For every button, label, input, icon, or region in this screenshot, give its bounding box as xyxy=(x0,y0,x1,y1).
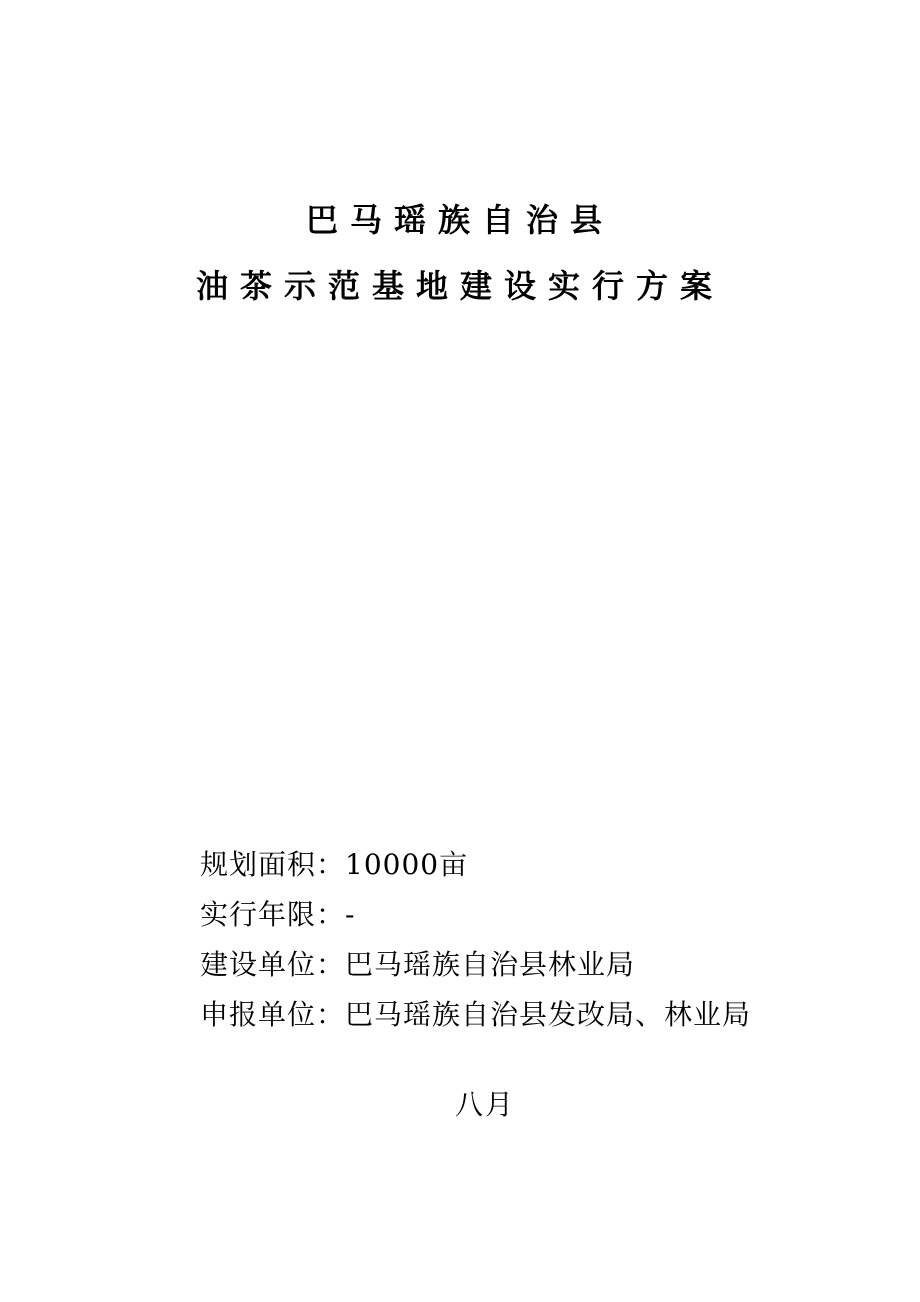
construction-unit-row xyxy=(200,943,900,993)
implementation-period-value: - xyxy=(345,898,356,931)
planned-area-label: 规划面积： xyxy=(200,848,346,881)
project-info-block xyxy=(200,843,900,1043)
planned-area-value: 10000亩 xyxy=(345,848,469,881)
implementation-period-row xyxy=(200,893,900,943)
planned-area-row xyxy=(200,843,900,893)
document-date: 八月 xyxy=(454,1088,515,1121)
applicant-unit-value: 巴马瑶族自治县发改局、林业局 xyxy=(345,998,752,1031)
construction-unit-label: 建设单位： xyxy=(200,948,346,981)
document-title-line-2: 油茶示范基地建设实行方案 xyxy=(195,267,724,305)
construction-unit-value: 巴马瑶族自治县林业局 xyxy=(345,948,636,981)
implementation-period-label: 实行年限： xyxy=(200,898,346,931)
document-title-line-1: 巴马瑶族自治县 xyxy=(305,201,614,239)
applicant-unit-row xyxy=(200,993,900,1043)
applicant-unit-label: 申报单位： xyxy=(200,998,346,1031)
